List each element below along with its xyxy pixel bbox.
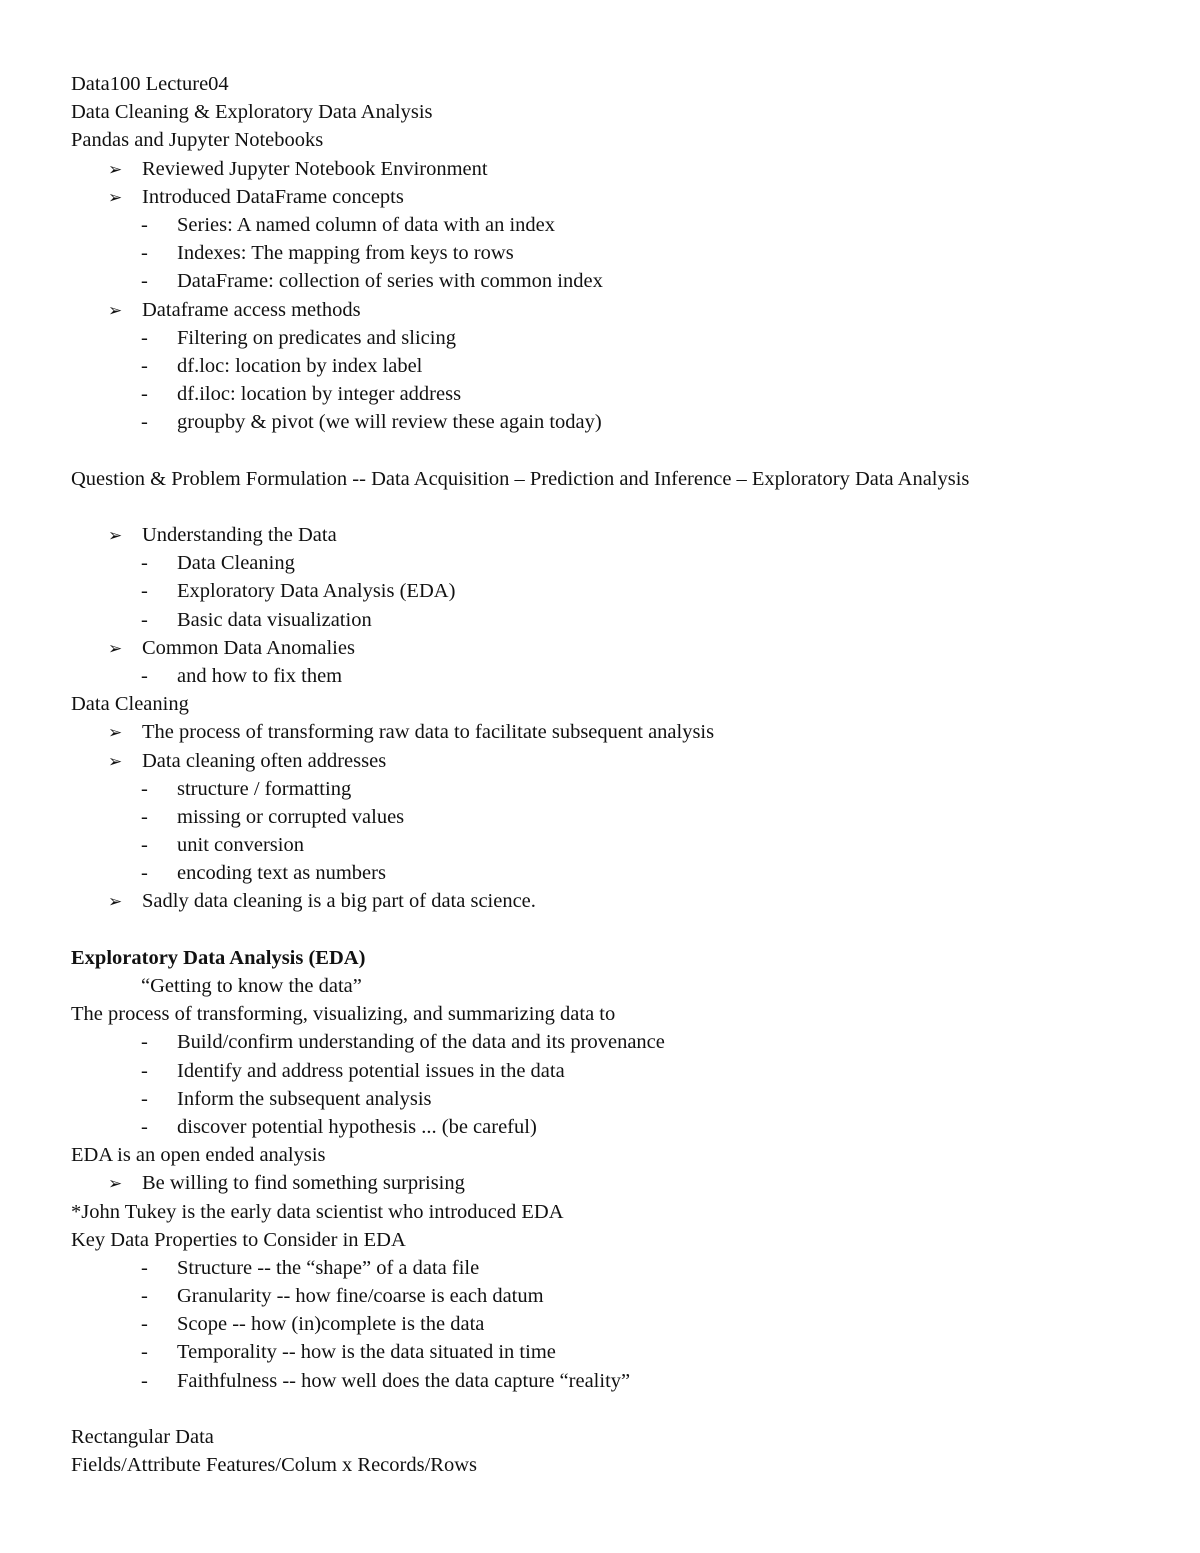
arrow-bullet-icon: ➢ [108, 892, 123, 913]
line-text: Faithfulness -- how well does the data capture “reality” [177, 1369, 631, 1392]
line-text: and how to fix them [177, 664, 343, 687]
arrow-bullet-icon: ➢ [108, 300, 123, 321]
line-text: “Getting to know the data” [141, 975, 362, 997]
dash-item [71, 606, 1181, 634]
dash-item [71, 1367, 1181, 1395]
arrow-bullet-icon: ➢ [108, 723, 123, 744]
indented-line [71, 972, 1181, 1000]
dash-item [71, 1085, 1181, 1113]
dash-item [71, 239, 1181, 267]
line-text: discover potential hypothesis ... (be careful) [177, 1115, 537, 1138]
bullet-item [71, 155, 1181, 183]
text-line [71, 1226, 1181, 1254]
dash-marker: - [141, 862, 148, 885]
text-line [71, 126, 1181, 154]
dash-item [71, 1057, 1181, 1085]
line-text: Temporality -- how is the data situated in time [177, 1341, 556, 1364]
line-text: Understanding the Data [142, 524, 337, 546]
dash-marker: - [141, 213, 148, 236]
line-text: Data Cleaning & Exploratory Data Analysis [71, 101, 433, 124]
line-text: Sadly data cleaning is a big part of data science. [142, 890, 536, 913]
text-line [71, 98, 1181, 126]
dash-item [71, 380, 1181, 408]
dash-marker: - [141, 1115, 148, 1138]
line-text: Reviewed Jupyter Notebook Environment [142, 157, 488, 180]
bullet-item [71, 521, 1181, 549]
dash-marker: - [141, 1313, 148, 1336]
bullet-item [71, 747, 1181, 775]
text-line [71, 1141, 1181, 1169]
text-line [71, 1000, 1181, 1028]
bullet-item [71, 296, 1181, 324]
dash-marker: - [141, 326, 148, 349]
dash-item [71, 211, 1181, 239]
line-text: Identify and address potential issues in the data [177, 1059, 565, 1082]
dash-marker: - [141, 834, 148, 857]
line-text: groupby & pivot (we will review these again today) [177, 411, 602, 434]
dash-item [71, 1338, 1181, 1366]
bullet-item [71, 887, 1181, 915]
bullet-item [71, 183, 1181, 211]
dash-item [71, 1028, 1181, 1056]
line-text: Indexes: The mapping from keys to rows [177, 242, 514, 265]
dash-item [71, 662, 1181, 690]
dash-item [71, 324, 1181, 352]
line-text: Dataframe access methods [142, 298, 361, 321]
dash-marker: - [141, 664, 148, 687]
dash-item [71, 831, 1181, 859]
blank-line [71, 493, 1181, 521]
line-text: Granularity -- how fine/coarse is each datum [177, 1285, 544, 1308]
dash-marker: - [141, 552, 148, 575]
text-line [71, 70, 1181, 98]
line-text: Key Data Properties to Consider in EDA [71, 1228, 406, 1251]
line-text: df.loc: location by index label [177, 354, 423, 377]
line-text: structure / formatting [177, 777, 352, 800]
blank-line [71, 436, 1181, 464]
arrow-bullet-icon: ➢ [108, 159, 123, 180]
line-text: unit conversion [177, 834, 304, 857]
line-text: DataFrame: collection of series with common index [177, 270, 603, 293]
dash-marker: - [141, 608, 148, 631]
arrow-bullet-icon: ➢ [108, 751, 123, 772]
bullet-item [71, 718, 1181, 746]
line-text: Structure -- the “shape” of a data file [177, 1256, 480, 1279]
line-text: Basic data visualization [177, 608, 372, 631]
dash-marker: - [141, 1341, 148, 1364]
dash-marker: - [141, 270, 148, 293]
line-text: Common Data Anomalies [142, 636, 355, 659]
dash-item [71, 1310, 1181, 1338]
dash-marker: - [141, 580, 148, 603]
line-text: *John Tukey is the early data scientist who introduced EDA [71, 1200, 564, 1223]
dash-item [71, 803, 1181, 831]
line-text: Build/confirm understanding of the data and its provenance [177, 1031, 665, 1054]
dash-item [71, 775, 1181, 803]
line-text: Fields/Attribute Features/Colum x Records/Rows [71, 1454, 477, 1477]
line-text: Data Cleaning [177, 552, 295, 575]
line-text: The process of transforming raw data to facilitate subsequent analysis [142, 721, 715, 744]
line-text: Data100 Lecture04 [71, 73, 229, 95]
line-text: The process of transforming, visualizing, and summarizing data to [71, 1003, 616, 1026]
line-text: Inform the subsequent analysis [177, 1087, 432, 1110]
dash-marker: - [141, 242, 148, 265]
line-text: Introduced DataFrame concepts [142, 185, 404, 208]
arrow-bullet-icon: ➢ [108, 526, 123, 546]
dash-marker: - [141, 1256, 148, 1279]
dash-item [71, 352, 1181, 380]
text-line [71, 1423, 1181, 1451]
line-text: Be willing to find something surprising [142, 1172, 465, 1195]
bullet-item [71, 634, 1181, 662]
section-heading [71, 944, 1181, 972]
dash-item [71, 577, 1181, 605]
blank-line [71, 1395, 1181, 1423]
line-text: Data Cleaning [71, 693, 189, 716]
line-text: Pandas and Jupyter Notebooks [71, 129, 324, 152]
dash-marker: - [141, 1087, 148, 1110]
dash-item [71, 1254, 1181, 1282]
line-text: df.iloc: location by integer address [177, 383, 462, 406]
dash-marker: - [141, 1285, 148, 1308]
line-text: Filtering on predicates and slicing [177, 326, 456, 349]
dash-marker: - [141, 1059, 148, 1082]
dash-item [71, 408, 1181, 436]
line-text: Data cleaning often addresses [142, 749, 387, 772]
arrow-bullet-icon: ➢ [108, 187, 123, 208]
dash-marker: - [141, 805, 148, 828]
text-line [71, 1198, 1181, 1226]
dash-marker: - [141, 1369, 148, 1392]
dash-marker: - [141, 411, 148, 434]
line-text: Question & Problem Formulation -- Data Acquisition – Prediction and Inference – Exploratory Data Analysis [71, 467, 970, 490]
line-text: encoding text as numbers [177, 862, 386, 885]
line-text: Exploratory Data Analysis (EDA) [177, 580, 456, 603]
text-line [71, 465, 1181, 493]
dash-marker: - [141, 383, 148, 406]
dash-item [71, 1282, 1181, 1310]
document-page [71, 70, 1181, 1479]
dash-marker: - [141, 777, 148, 800]
dash-item [71, 859, 1181, 887]
blank-line [71, 916, 1181, 944]
dash-item [71, 267, 1181, 295]
dash-item [71, 549, 1181, 577]
text-line [71, 1451, 1181, 1479]
arrow-bullet-icon: ➢ [108, 1174, 123, 1195]
bullet-item [71, 1169, 1181, 1197]
dash-marker: - [141, 354, 148, 377]
line-text: Exploratory Data Analysis (EDA) [71, 946, 366, 969]
line-text: Rectangular Data [71, 1426, 214, 1448]
line-text: EDA is an open ended analysis [71, 1144, 326, 1167]
dash-item [71, 1113, 1181, 1141]
dash-marker: - [141, 1031, 148, 1054]
text-line [71, 690, 1181, 718]
line-text: Series: A named column of data with an index [177, 213, 556, 236]
line-text: Scope -- how (in)complete is the data [177, 1313, 485, 1336]
arrow-bullet-icon: ➢ [108, 638, 123, 659]
line-text: missing or corrupted values [177, 805, 405, 828]
